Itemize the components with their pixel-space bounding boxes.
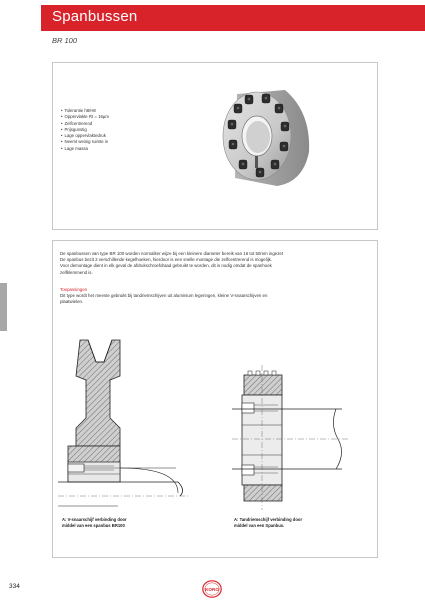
clamping-bush-image [215, 82, 315, 190]
caption-line: middel van een spanbus BR100 [62, 523, 125, 528]
description-line: De spanbus bezit 2 verschillende kegelhoeken, hierdoor is een snelle montage die zelfcentrerend is mogelijk. [60, 257, 273, 263]
right-drawing-caption [234, 517, 324, 529]
applications-line: Dit type wordt het meeste gebruikt bij tandriemschijven uit aluminium legeringen, kleine V-snaarschijven en [60, 293, 268, 298]
applications-heading: Toepassingen [60, 287, 88, 292]
page-number: 334 [9, 583, 20, 590]
left-drawing-caption [62, 517, 152, 529]
caption-line: middel van een Spanbus. [234, 523, 285, 528]
caption-line: A: V-snaarschijf verbinding door [62, 517, 127, 522]
logo-text: KORO [205, 586, 219, 592]
timing-pulley-drawing [232, 365, 350, 510]
description-line: zelfklemmend is. [60, 269, 93, 275]
list-item: • Neemt weinig ruimte in [61, 139, 109, 145]
product-subtitle: BR 100 [52, 36, 78, 45]
koro-logo [202, 580, 222, 598]
description-line: De spanbussen van type BR 100 worden normaliter wijze bij een kleinere diameter bereik van 16 tot 50mm ingezet [60, 251, 284, 256]
list-item: • Tolerantie h8/H8 [61, 108, 109, 114]
description-line: Voor demontage dient in elk geval de afdrukschroefdraad gebruikt te worden, dit is nodig omdat de spanhoek [60, 263, 272, 269]
list-item: • Oppervlakte Rt = 16µm [61, 114, 109, 120]
v-belt-pulley-drawing [58, 318, 188, 508]
list-item: • Zelfcentrerend [61, 121, 109, 127]
list-item: • Prijsgunstig [61, 127, 109, 133]
list-item: • Lage massa [61, 146, 109, 152]
page-title: Spanbussen [52, 8, 138, 25]
feature-list [61, 108, 109, 152]
applications-line: plaatwielen. [60, 299, 84, 305]
description-text [60, 251, 372, 276]
caption-line: A: Tandriemschijf verbinding door [234, 517, 303, 522]
section-tab [0, 283, 7, 331]
list-item: • Lage oppervlaktedruk [61, 133, 109, 139]
applications-text [60, 293, 372, 305]
